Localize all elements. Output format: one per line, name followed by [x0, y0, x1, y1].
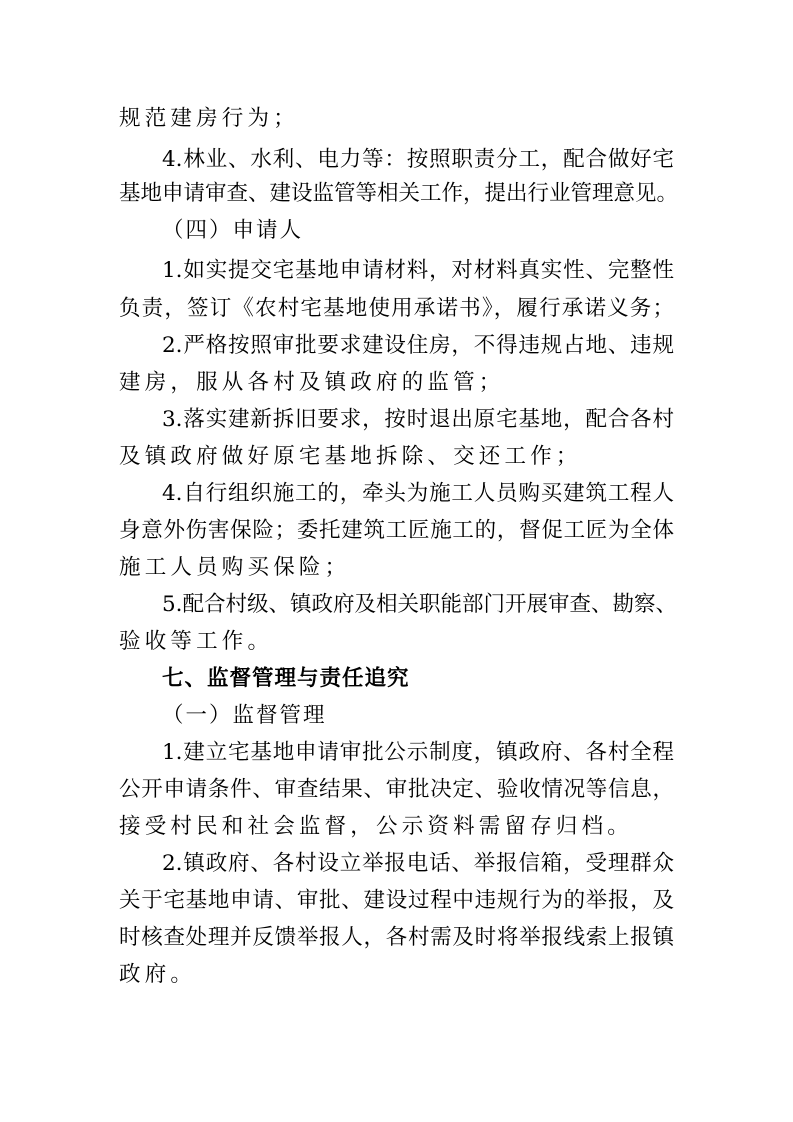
text-line: 及镇政府做好原宅基地拆除、交还工作；	[119, 444, 582, 469]
text-line: 施工人员购买保险；	[119, 555, 351, 580]
subsection-heading: （一）监督管理	[162, 703, 327, 728]
text-line: 政府。	[119, 962, 197, 987]
section-heading: 七、监督管理与责任追究	[162, 666, 410, 691]
text-line: 时核查处理并反馈举报人，各村需及时将举报线索上报镇	[119, 925, 674, 950]
text-line: 4.自行组织施工的，牵头为施工人员购买建筑工程人	[162, 481, 674, 506]
text-line: 1.建立宅基地申请审批公示制度，镇政府、各村全程	[162, 740, 674, 765]
text-line: 5.配合村级、镇政府及相关职能部门开展审查、勘察、	[162, 592, 678, 617]
text-line: 公开申请条件、审查结果、审批决定、验收情况等信息，	[119, 777, 674, 802]
text-line: 4.林业、水利、电力等：按照职责分工，配合做好宅	[162, 147, 674, 172]
text-line: 建房，服从各村及镇政府的监管；	[119, 370, 505, 395]
text-line: 2.严格按照审批要求建设住房，不得违规占地、违规	[162, 333, 674, 358]
text-line: 基地申请审查、建设监管等相关工作，提出行业管理意见。	[119, 181, 679, 206]
text-line: 规范建房行为；	[119, 106, 299, 131]
text-line: 3.落实建新拆旧要求，按时退出原宅基地，配合各村	[162, 407, 674, 432]
text-line: 身意外伤害保险；委托建筑工匠施工的，督促工匠为全体	[119, 518, 674, 543]
text-line: 负责，签订《农村宅基地使用承诺书》，履行承诺义务；	[119, 296, 674, 321]
text-line: 验收等工作。	[119, 629, 274, 654]
text-line: 1.如实提交宅基地申请材料，对材料真实性、完整性	[162, 258, 674, 283]
text-line: 2.镇政府、各村设立举报电话、举报信箱，受理群众	[162, 851, 674, 876]
text-line: 接受村民和社会监督，公示资料需留存归档。	[119, 814, 634, 839]
text-line: 关于宅基地申请、审批、建设过程中违规行为的举报，及	[119, 888, 674, 913]
subsection-heading: （四）申请人	[162, 218, 304, 243]
